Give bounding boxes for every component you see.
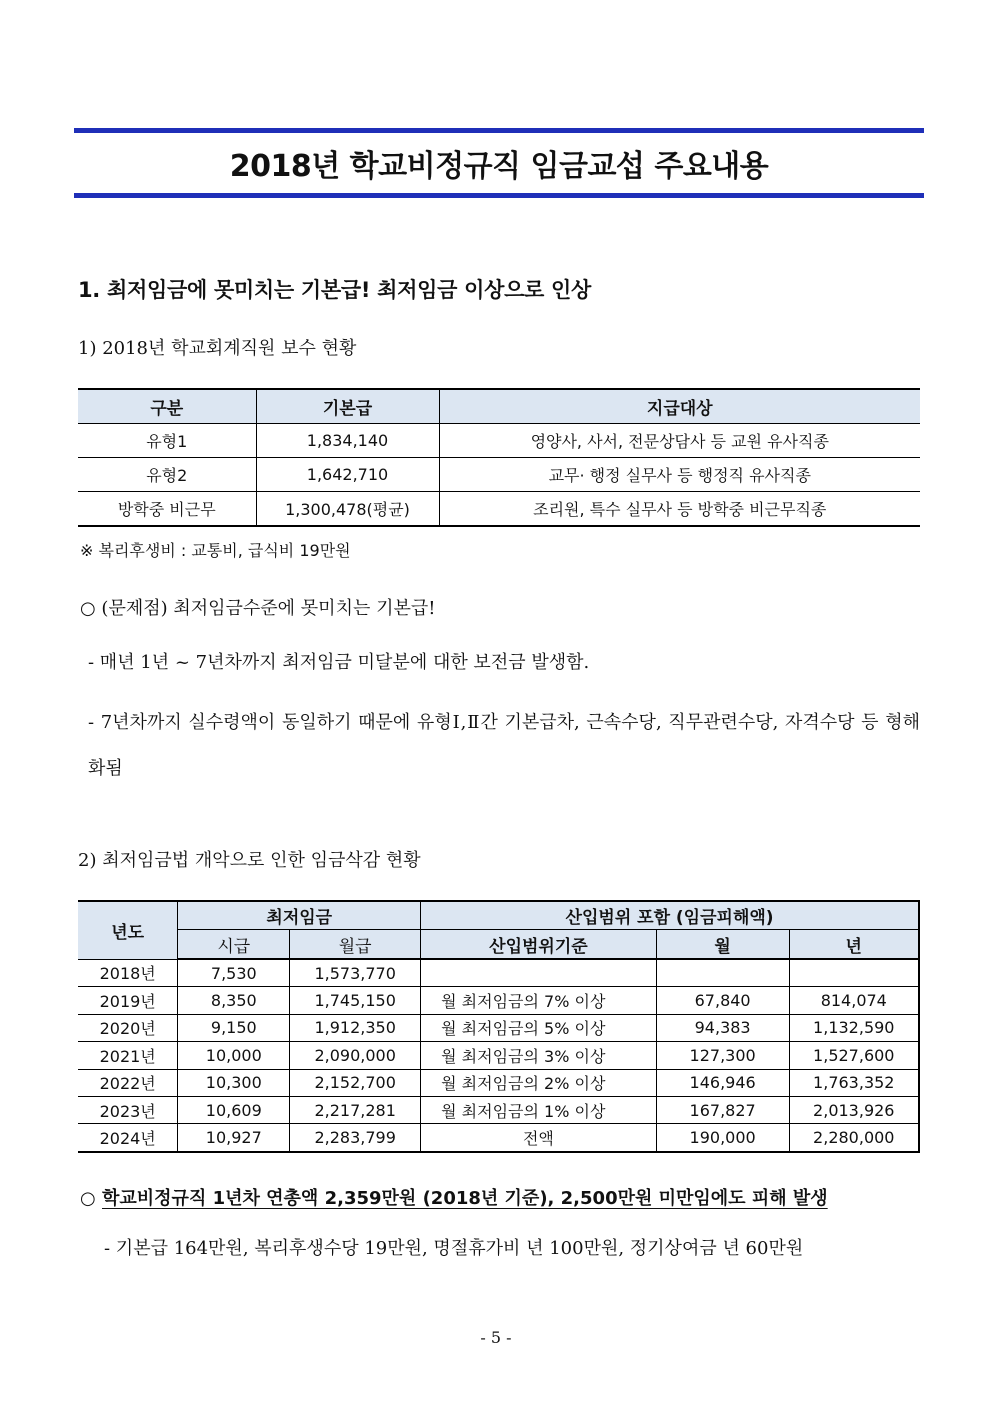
welfare-note: ※ 복리후생비 : 교통비, 급식비 19만원 [80, 541, 351, 560]
table-row [78, 1014, 919, 1041]
header-base-pay: 기본급 [256, 389, 439, 424]
cell: 127,300 [656, 1042, 789, 1069]
cell: 방학중 비근무 [78, 492, 256, 527]
cell: 월 최저임금의 2% 이상 [421, 1069, 657, 1096]
cell: 유형2 [78, 458, 256, 492]
wage-cut-table [78, 900, 920, 1153]
cell: 교무· 행정 실무사 등 행정직 유사직종 [439, 458, 920, 492]
table-row [78, 959, 919, 987]
cell: 2022년 [78, 1069, 178, 1096]
cell: 조리원, 특수 실무사 등 방학중 비근무직종 [439, 492, 920, 527]
problem-statement: ○ (문제점) 최저임금수준에 못미치는 기본급! [80, 598, 436, 619]
cell: 9,150 [178, 1014, 290, 1041]
title-box [74, 128, 924, 198]
table-row [78, 458, 920, 492]
cell: 월 최저임금의 5% 이상 [421, 1014, 657, 1041]
cell: 10,300 [178, 1069, 290, 1096]
cell: 월 최저임금의 1% 이상 [421, 1096, 657, 1123]
table-row [78, 987, 919, 1014]
cell: 167,827 [656, 1096, 789, 1123]
cell: 814,074 [789, 987, 919, 1014]
cell: 94,383 [656, 1014, 789, 1041]
table-row [78, 1069, 919, 1096]
header-monthly: 월급 [290, 930, 421, 960]
cell: 1,527,600 [789, 1042, 919, 1069]
header-min-wage: 최저임금 [178, 901, 421, 930]
cell: 2,013,926 [789, 1096, 919, 1123]
cell: 2,283,799 [290, 1124, 421, 1152]
page-title: 2018년 학교비정규직 임금교섭 주요내용 [229, 149, 769, 184]
cell: 2020년 [78, 1014, 178, 1041]
subheading-1: 1) 2018년 학교회계직원 보수 현황 [78, 338, 357, 359]
cell: 10,000 [178, 1042, 290, 1069]
table-row [78, 1124, 919, 1152]
dash-item-2: - 7년차까지 실수령액이 동일하기 때문에 유형Ⅰ,Ⅱ간 기본급차, 근속수당, 직무관련수당, 자격수당 등 형해화됨 [88, 712, 920, 779]
cell: 2,217,281 [290, 1096, 421, 1123]
header-category: 구분 [78, 389, 256, 424]
cell: 1,912,350 [290, 1014, 421, 1041]
cell: 1,763,352 [789, 1069, 919, 1096]
header-yearly: 년 [789, 930, 919, 960]
salary-table [78, 388, 920, 527]
cell: 1,573,770 [290, 959, 421, 987]
table-header-row [78, 389, 920, 424]
header-standard: 산입범위기준 [421, 930, 657, 960]
table-row [78, 1042, 919, 1069]
cell: 1,745,150 [290, 987, 421, 1014]
cell: 67,840 [656, 987, 789, 1014]
header-scope: 산입범위 포함 (임금피해액) [421, 901, 919, 930]
summary-bullet [80, 1184, 828, 1210]
header-year: 년도 [78, 901, 178, 959]
table-header-row [78, 901, 919, 930]
cell: 유형1 [78, 424, 256, 458]
cell: 영양사, 사서, 전문상담사 등 교원 유사직종 [439, 424, 920, 458]
dash-item-3: - 기본급 164만원, 복리후생수당 19만원, 명절휴가비 년 100만원, 정기상여금 년 60만원 [104, 1238, 804, 1259]
table-row [78, 1096, 919, 1123]
bullet-mark: ○ [80, 1188, 96, 1209]
cell [421, 959, 657, 987]
cell: 1,300,478(평균) [256, 492, 439, 527]
cell: 2019년 [78, 987, 178, 1014]
cell: 1,642,710 [256, 458, 439, 492]
cell: 월 최저임금의 7% 이상 [421, 987, 657, 1014]
cell: 2024년 [78, 1124, 178, 1152]
table-subheader-row [78, 930, 919, 960]
cell: 1,834,140 [256, 424, 439, 458]
cell [656, 959, 789, 987]
bullet-text: 학교비정규직 1년차 연총액 2,359만원 (2018년 기준), 2,500만원 미만임에도 피해 발생 [102, 1188, 828, 1209]
section-heading: 1. 최저임금에 못미치는 기본급! 최저임금 이상으로 인상 [78, 278, 592, 302]
cell: 10,609 [178, 1096, 290, 1123]
cell: 2018년 [78, 959, 178, 987]
cell: 1,132,590 [789, 1014, 919, 1041]
page-number: - 5 - [480, 1328, 512, 1347]
dash-item-1: - 매년 1년 ~ 7년차까지 최저임금 미달분에 대한 보전금 발생함. [88, 652, 590, 673]
cell: 2,090,000 [290, 1042, 421, 1069]
cell: 2021년 [78, 1042, 178, 1069]
cell: 7,530 [178, 959, 290, 987]
cell [789, 959, 919, 987]
cell: 2023년 [78, 1096, 178, 1123]
header-month: 월 [656, 930, 789, 960]
cell: 전액 [421, 1124, 657, 1152]
table-row [78, 424, 920, 458]
cell: 10,927 [178, 1124, 290, 1152]
cell: 146,946 [656, 1069, 789, 1096]
cell: 2,280,000 [789, 1124, 919, 1152]
subheading-2: 2) 최저임금법 개악으로 인한 임금삭감 현황 [78, 850, 421, 871]
cell: 190,000 [656, 1124, 789, 1152]
header-hourly: 시급 [178, 930, 290, 960]
header-target: 지급대상 [439, 389, 920, 424]
cell: 2,152,700 [290, 1069, 421, 1096]
cell: 월 최저임금의 3% 이상 [421, 1042, 657, 1069]
table-row [78, 492, 920, 527]
cell: 8,350 [178, 987, 290, 1014]
